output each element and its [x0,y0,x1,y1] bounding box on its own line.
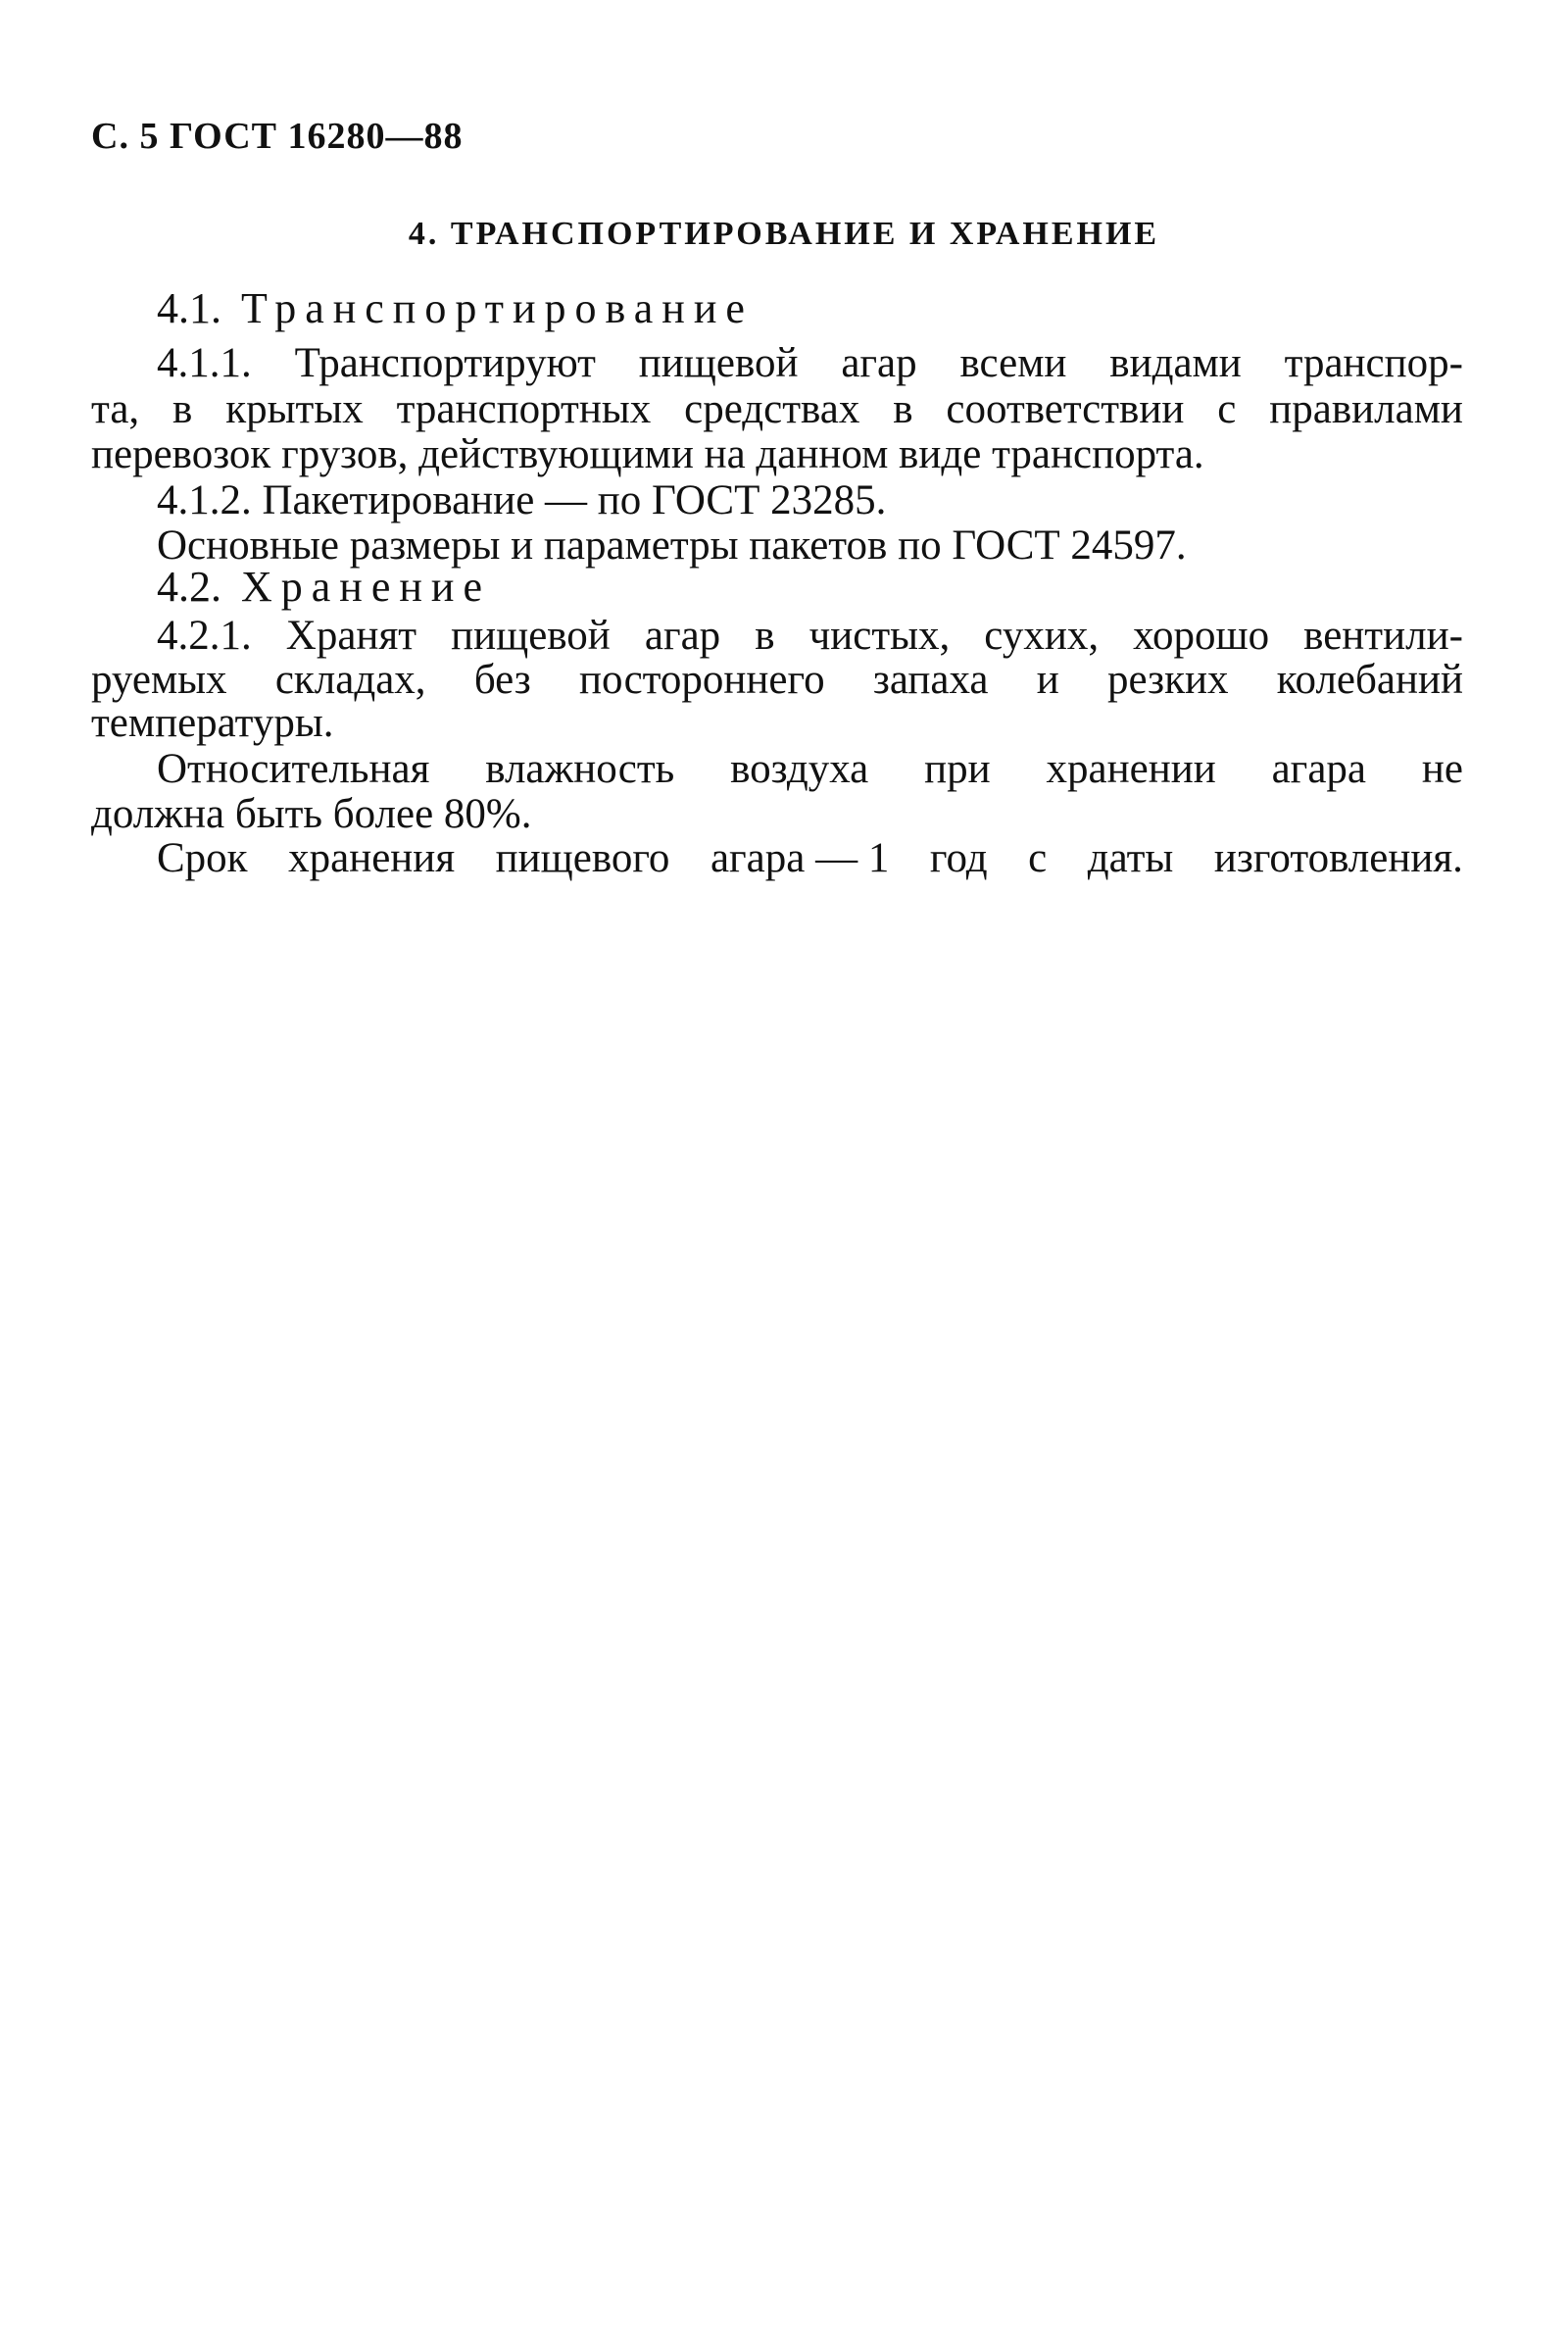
word: складах, [274,657,426,703]
paragraph-4-2-1-line-1 [157,615,1463,657]
paragraph-4-1-1-line-2 [91,388,1463,430]
word: агара — 1 [710,835,890,881]
word: агар [841,340,917,386]
word: правилами [1269,386,1463,432]
word: сухих, [984,613,1100,659]
word: резких [1107,657,1229,703]
subsection-number: 4.2. [157,563,221,611]
word: Транспортируют [294,340,596,386]
word: всеми [959,340,1067,386]
word: влажность [485,746,675,792]
subsection-number: 4.1. [157,284,221,332]
word: транспор- [1284,340,1463,386]
word: чистых, [808,613,951,659]
word: изготовления. [1213,835,1463,881]
word: руемых [91,657,227,703]
word: транспортных [396,386,652,432]
paragraph-4-1-2: 4.1.2. Пакетирование — по ГОСТ 23285. [157,477,887,523]
word: хранении [1046,746,1216,792]
word: 4.2.1. [157,613,252,659]
word: даты [1087,835,1174,881]
word: в [755,613,775,659]
word: Относительная [157,746,430,792]
subsection-heading-4-2 [157,563,492,611]
word: пищевого [495,835,670,881]
word: вентили- [1303,613,1463,659]
word: крытых [225,386,364,432]
word: средствах [684,386,860,432]
paragraph-humidity-line-2: должна быть более 80%. [91,791,532,837]
word: не [1421,746,1463,792]
paragraph-4-1-2-packages: Основные размеры и параметры пакетов по ГОСТ 24597. [157,522,1187,569]
paragraph-4-2-1-line-2 [91,659,1463,701]
word: постороннего [579,657,825,703]
subsection-title: Хранение [241,563,492,611]
section-title: 4. ТРАНСПОРТИРОВАНИЕ И ХРАНЕНИЕ [408,216,1160,252]
subsection-heading-4-1 [157,284,754,332]
word: без [473,657,531,703]
paragraph-humidity-line-1 [157,748,1463,790]
word: агара [1271,746,1366,792]
paragraph-4-1-1-line-3: перевозок грузов, действующими на данном виде транспорта. [91,431,1204,477]
word: и [1036,657,1059,703]
paragraph-4-2-1-line-3: температуры. [91,700,334,746]
word: колебаний [1276,657,1463,703]
word: пищевой [638,340,799,386]
word: при [924,746,991,792]
word: в [172,386,193,432]
word: с [1028,835,1048,881]
word: та, [91,386,140,432]
word: Хранят [285,613,417,659]
word: хорошо [1133,613,1270,659]
word: Срок [157,835,248,881]
word: пищевой [451,613,611,659]
subsection-title: Транспортирование [241,284,754,332]
word: год [929,835,988,881]
word: видами [1109,340,1242,386]
paragraph-4-1-1-line-1 [157,342,1463,384]
word: в [893,386,913,432]
word: запаха [872,657,989,703]
word: агар [644,613,721,659]
paragraph-shelf-life [157,837,1463,879]
word: воздуха [730,746,869,792]
word: хранения [288,835,456,881]
word: 4.1.1. [157,340,252,386]
word: соответствии [946,386,1185,432]
page-header: С. 5 ГОСТ 16280—88 [91,116,464,157]
word: с [1217,386,1237,432]
